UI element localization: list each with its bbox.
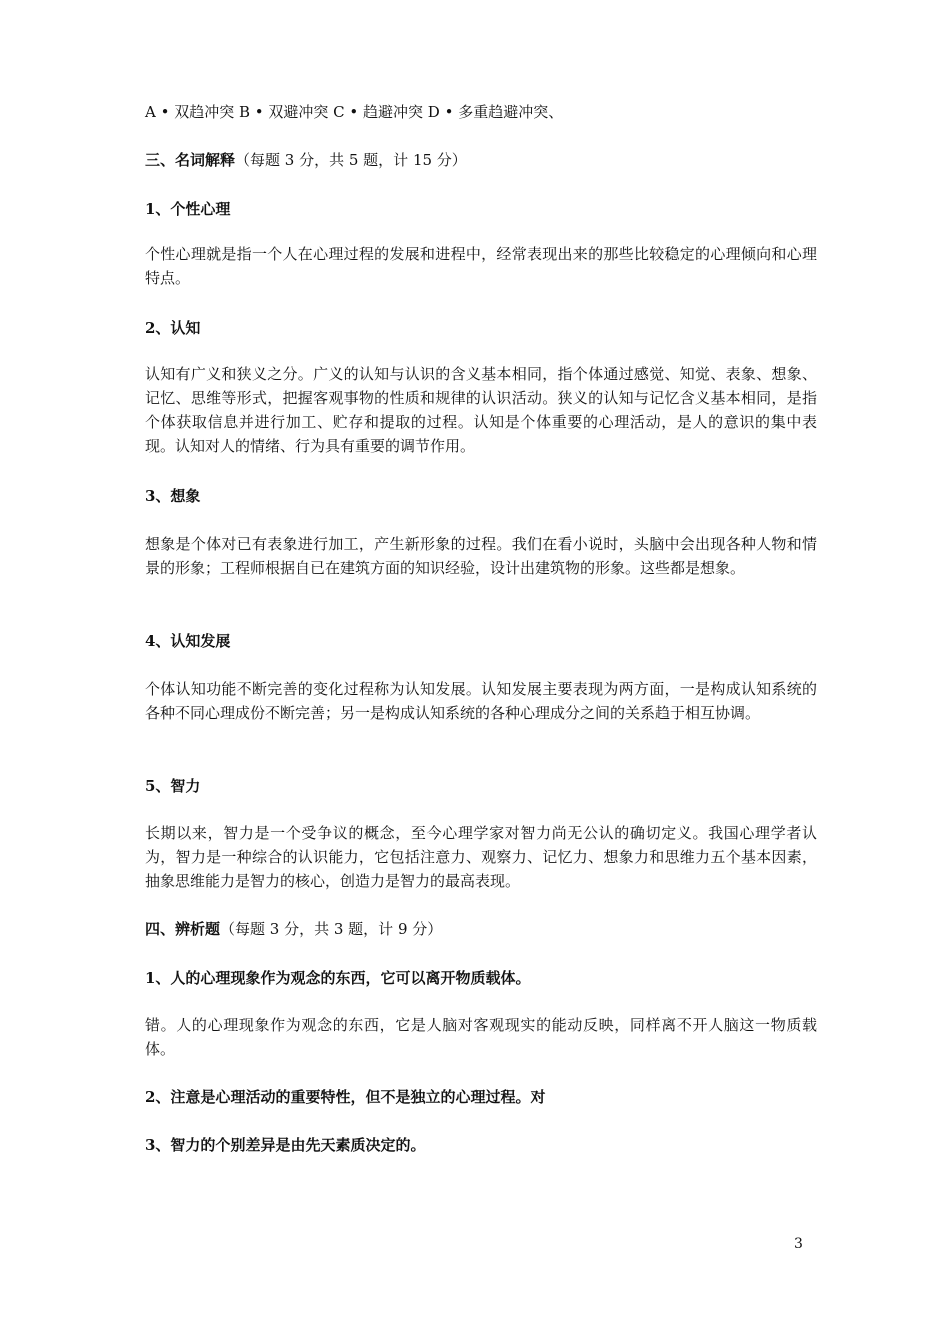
analysis-2-question: 2、注意是心理活动的重要特性，但不是独立的心理过程。对: [145, 1088, 546, 1106]
section-4-title: 四、辨析题: [145, 920, 221, 938]
term-1-body: 个性心理就是指一个人在心理过程的发展和进程中，经常表现出来的那些比较稳定的心理倾向和心理特点。: [145, 245, 817, 287]
term-3-title: 3、想象: [145, 487, 201, 505]
term-2-title: 2、认知: [145, 319, 201, 337]
section-3-title: 三、名词解释: [145, 151, 236, 169]
analysis-3-question: 3、智力的个别差异是由先天素质决定的。: [145, 1136, 426, 1154]
term-4-body: 个体认知功能不断完善的变化过程称为认知发展。认知发展主要表现为两方面，一是构成认知系统的各种不同心理成份不断完善；另一是构成认知系统的各种心理成分之间的关系趋于相互协调。: [145, 680, 817, 722]
section-4-note: （每题 3 分，共 3 题，计 9 分）: [220, 920, 443, 938]
term-5-title: 5、智力: [145, 777, 201, 795]
options-line: A • 双趋冲突 B • 双避冲突 C • 趋避冲突 D • 多重趋避冲突、: [145, 103, 564, 121]
term-5-body: 长期以来，智力是一个受争议的概念，至今心理学家对智力尚无公认的确切定义。我国心理学者认为，智力是一种综合的认识能力，它包括注意力、观察力、记忆力、想象力和思维力五个基本因素，抽象思维能力是智力的核心，创造力是智力的最高表现。: [145, 824, 817, 890]
term-2-body: 认知有广义和狭义之分。广义的认知与认识的含义基本相同，指个体通过感觉、知觉、表象、想象、记忆、思维等形式，把握客观事物的性质和规律的认识活动。狭义的认知与记忆含义基本相同，是指个体获取信息并进行加工、贮存和提取的过程。认知是个体重要的心理活动，是人的意识的集中表现。认知对人的情绪、行为具有重要的调节作用。: [145, 365, 817, 455]
analysis-1-question: 1、人的心理现象作为观念的东西，它可以离开物质载体。: [145, 969, 531, 987]
section-4-heading: [145, 917, 825, 941]
page-number: 3: [794, 1236, 803, 1252]
term-3-body: 想象是个体对已有表象进行加工，产生新形象的过程。我们在看小说时，头脑中会出现各种人物和情景的形象；工程师根据自已在建筑方面的知识经验，设计出建筑物的形象。这些都是想象。: [145, 535, 817, 577]
section-3-note: （每题 3 分，共 5 题，计 15 分）: [235, 151, 467, 169]
analysis-1-answer: 错。人的心理现象作为观念的东西，它是人脑对客观现实的能动反映，同样离不开人脑这一物质载体。: [145, 1016, 817, 1058]
term-1-title: 1、个性心理: [145, 200, 231, 218]
section-3-heading: [145, 148, 825, 172]
term-4-title: 4、认知发展: [145, 632, 231, 650]
